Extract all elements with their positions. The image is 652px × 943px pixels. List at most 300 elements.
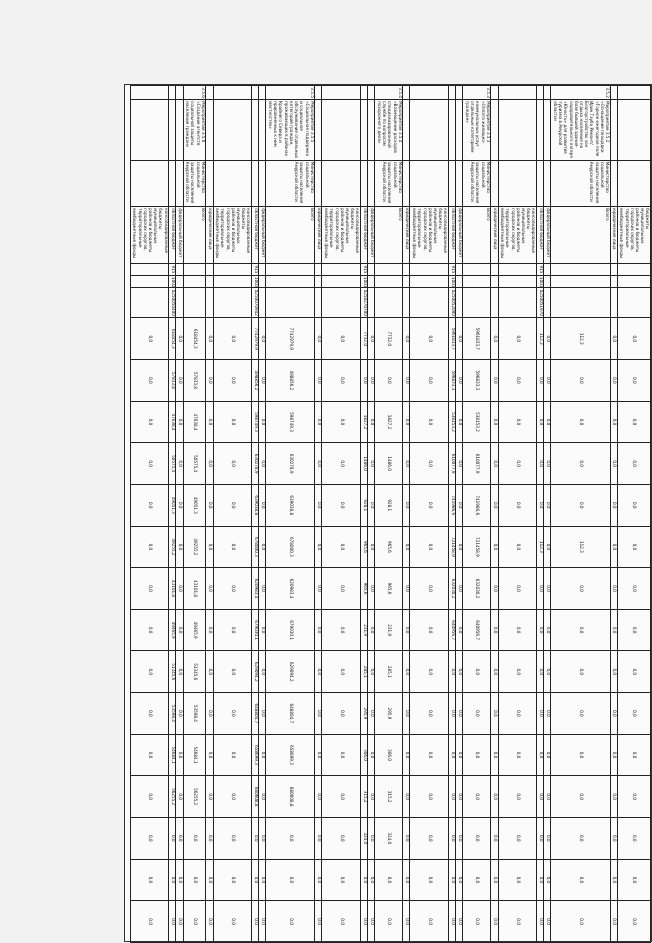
amount-cell: 112,3 (551, 318, 610, 360)
amount-cell: 0,0 (176, 401, 183, 443)
amount-cell: 0,0 (536, 859, 543, 901)
amount-cell: 538153,2 (463, 401, 491, 443)
amount-cell: 0,0 (315, 776, 322, 818)
executor-cell (176, 160, 183, 206)
amount-cell: 1486,0 (360, 443, 367, 485)
amount-cell: 639038,8 (251, 484, 258, 526)
amount-cell: 0,0 (610, 901, 617, 943)
amount-cell: 0,0 (213, 568, 251, 610)
csr-code-cell (403, 288, 410, 318)
amount-cell: 0,0 (130, 609, 168, 651)
row-number-cell (315, 86, 322, 100)
amount-cell: 0,0 (536, 693, 543, 735)
amount-cell: 0,0 (617, 360, 650, 402)
amount-cell: 0,0 (213, 859, 251, 901)
amount-cell: 0,0 (259, 609, 266, 651)
amount-cell: 0,0 (213, 651, 251, 693)
amount-cell: 112,3 (536, 318, 543, 360)
amount-cell: 306,0 (375, 734, 403, 776)
amount-cell: 0,0 (456, 901, 463, 943)
amount-cell: 0,0 (448, 693, 455, 735)
amount-cell: 0,0 (403, 651, 410, 693)
amount-cell: 0,0 (213, 443, 251, 485)
amount-cell: 0,0 (410, 443, 448, 485)
grbs-code-cell: 915 (360, 263, 367, 275)
amount-cell: 0,0 (176, 318, 183, 360)
csr-code-cell (322, 288, 360, 318)
amount-cell: 0,0 (130, 318, 168, 360)
amount-cell: 295,9 (360, 693, 367, 735)
table-row (403, 86, 410, 943)
amount-cell: 658699,3 (266, 734, 315, 776)
amount-cell: 630278,9 (251, 443, 258, 485)
table-row (315, 86, 322, 943)
amount-cell: 0,0 (617, 901, 650, 943)
amount-cell: 0,0 (403, 734, 410, 776)
csr-code-cell (610, 288, 617, 318)
amount-cell: 965,6 (375, 568, 403, 610)
amount-cell: 0,0 (322, 776, 360, 818)
amount-cell: 0,0 (206, 360, 213, 402)
amount-cell: 0,0 (322, 443, 360, 485)
amount-cell: 0,0 (544, 360, 551, 402)
amount-cell: 0,0 (410, 360, 448, 402)
executor-cell (360, 160, 367, 206)
amount-cell: 620983,4 (251, 568, 258, 610)
amount-cell: 0,0 (206, 901, 213, 943)
csr-code-cell (266, 288, 315, 318)
grbs-code-cell (498, 263, 536, 275)
activity-name-cell (491, 100, 498, 161)
amount-cell: 741986,6 (448, 484, 455, 526)
csr-code-cell (375, 288, 403, 318)
amount-cell: 0,0 (456, 360, 463, 402)
executor-cell (259, 160, 266, 206)
grbs-code-cell (410, 263, 448, 275)
funding-source-cell: федеральный бюджет (259, 207, 266, 264)
amount-cell: 0,0 (403, 817, 410, 859)
executor-cell (410, 160, 448, 206)
amount-cell: 0,0 (498, 901, 536, 943)
executor-cell (213, 160, 251, 206)
amount-cell: 0,0 (544, 776, 551, 818)
csr-code-cell: 0250051970 (536, 288, 543, 318)
amount-cell: 0,0 (403, 526, 410, 568)
amount-cell: 112,3 (536, 526, 543, 568)
amount-cell: 0,0 (491, 526, 498, 568)
amount-cell: 0,0 (176, 859, 183, 901)
amount-cell: 0,0 (130, 484, 168, 526)
amount-cell: 0,0 (551, 568, 610, 610)
amount-cell: 0,0 (536, 401, 543, 443)
amount-cell: 0,0 (368, 901, 375, 943)
amount-cell: 632030,2 (448, 568, 455, 610)
amount-cell: 0,0 (322, 901, 360, 943)
amount-cell: 0,0 (410, 526, 448, 568)
csr-code-cell (368, 288, 375, 318)
amount-cell: 0,0 (536, 360, 543, 402)
amount-cell: 0,0 (610, 817, 617, 859)
amount-cell: 0,0 (410, 901, 448, 943)
amount-cell: 0,0 (551, 817, 610, 859)
amount-cell: 0,0 (448, 817, 455, 859)
amount-cell: 0,0 (368, 776, 375, 818)
activity-name-cell (251, 100, 258, 161)
amount-cell: 0,0 (617, 859, 650, 901)
amount-cell: 928,1 (360, 484, 367, 526)
amount-cell: 741986,6 (463, 484, 491, 526)
rzpr-code-cell (410, 275, 448, 287)
csr-code-cell (315, 288, 322, 318)
activity-name-cell: Мероприятие 3.5.4 «Возмещение расходов специализированной службе по вопросам похоронного дела» (375, 100, 403, 161)
amount-cell: 640956,7 (448, 609, 455, 651)
amount-cell: 610077,9 (448, 443, 455, 485)
table-row (448, 86, 455, 943)
amount-cell: 7742979,9 (266, 318, 315, 360)
amount-cell: 0,0 (315, 526, 322, 568)
amount-cell: 0,0 (206, 568, 213, 610)
amount-cell: 0,0 (259, 568, 266, 610)
amount-cell: 0,0 (176, 526, 183, 568)
amount-cell: 0,0 (491, 817, 498, 859)
amount-cell: 0,0 (544, 651, 551, 693)
rzpr-code-cell (498, 275, 536, 287)
table-row (617, 86, 650, 943)
csr-code-cell (130, 288, 168, 318)
amount-cell: 0,0 (176, 734, 183, 776)
grbs-code-cell (456, 263, 463, 275)
table-row (498, 86, 536, 943)
amount-cell: 0,0 (551, 484, 610, 526)
amount-cell: 498856,2 (251, 360, 258, 402)
amount-cell: 0,0 (315, 609, 322, 651)
grbs-code-cell (130, 263, 168, 275)
amount-cell: 231,9 (375, 609, 403, 651)
amount-cell: 0,0 (536, 776, 543, 818)
table-row (610, 86, 617, 943)
activity-name-cell (536, 100, 543, 161)
rzpr-code-cell: 1002 (169, 276, 175, 288)
grbs-code-cell (375, 263, 403, 275)
amount-cell: 0,0 (176, 651, 183, 693)
activity-name-cell (315, 100, 322, 161)
csr-code-cell (206, 288, 213, 318)
rzpr-code-cell (491, 275, 498, 287)
amount-cell: 0,0 (463, 734, 491, 776)
amount-cell: 0,0 (315, 817, 322, 859)
amount-cell: 0,0 (491, 568, 498, 610)
amount-cell: 0,0 (536, 651, 543, 693)
row-number-cell (368, 86, 375, 100)
budget-table-body (130, 86, 650, 943)
amount-cell: 0,0 (259, 360, 266, 402)
amount-cell: 0,0 (368, 859, 375, 901)
amount-cell: 0,0 (610, 401, 617, 443)
funding-source-cell: консолидированные бюджеты муниципальных районов и бюджеты городских округов, территориальные внебюджетные фонды (130, 207, 168, 264)
amount-cell: 0,0 (544, 859, 551, 901)
csr-code-cell (259, 288, 266, 318)
funding-source-cell: областной бюджет (536, 207, 543, 264)
csr-code-cell: 0250052000 (448, 288, 455, 318)
amount-cell: 0,0 (259, 901, 266, 943)
amount-cell: 680608,8 (251, 776, 258, 818)
table-row (463, 86, 491, 943)
grbs-code-cell (368, 263, 375, 275)
row-number-cell (456, 86, 463, 100)
amount-cell: 0,0 (456, 443, 463, 485)
funding-source-cell: юридические лица (610, 207, 617, 264)
amount-cell: 0,0 (206, 484, 213, 526)
amount-cell: 0,0 (130, 360, 168, 402)
activity-name-cell (456, 100, 463, 161)
activity-name-cell: Мероприятие 3.5.3 «Оплата жилищно-коммунальных услуг отдельным категориям граждан» (463, 100, 491, 161)
activity-name-cell: Мероприятие 3.5.5 «Социальная поддержка и социальное обслуживание отдельных категорий граждан, проживающих в районах Крайнего Севера и приравненных к ним местностях» (266, 100, 315, 161)
amount-cell: 0,0 (610, 859, 617, 901)
rzpr-code-cell (463, 275, 491, 287)
amount-cell: 0,0 (130, 651, 168, 693)
amount-cell: 49051,3 (183, 484, 206, 526)
grbs-code-cell (544, 263, 551, 275)
amount-cell: 49465,9 (183, 609, 206, 651)
amount-cell: 0,0 (617, 651, 650, 693)
grbs-code-cell (315, 263, 322, 275)
amount-cell: 0,0 (315, 484, 322, 526)
amount-cell: 43101,8 (169, 568, 176, 610)
amount-cell: 0,0 (491, 776, 498, 818)
activity-name-cell (403, 100, 410, 161)
funding-source-cell: консолидированные бюджеты муниципальных районов и бюджеты городских округов, территориальные внебюджетные фонды (322, 207, 360, 264)
amount-cell: 0,0 (456, 734, 463, 776)
amount-cell: 0,0 (213, 484, 251, 526)
amount-cell: 0,0 (617, 776, 650, 818)
amount-cell: 0,0 (403, 776, 410, 818)
amount-cell: 0,0 (266, 817, 315, 859)
row-number-cell: 3.5.6 (183, 86, 206, 100)
amount-cell: 0,0 (403, 568, 410, 610)
amount-cell: 0,0 (544, 568, 551, 610)
amount-cell: 0,0 (315, 734, 322, 776)
amount-cell: 0,0 (266, 901, 315, 943)
csr-code-cell (183, 288, 206, 318)
amount-cell: 0,0 (498, 776, 536, 818)
amount-cell: 0,0 (456, 526, 463, 568)
activity-name-cell (410, 100, 448, 161)
amount-cell: 0,0 (610, 693, 617, 735)
funding-source-cell: консолидированные бюджеты муниципальных районов и бюджеты городских округов, территориальные внебюджетные фонды (213, 207, 251, 264)
amount-cell: 0,0 (259, 484, 266, 526)
amount-cell: 0,0 (375, 901, 403, 943)
amount-cell: 0,0 (322, 526, 360, 568)
amount-cell: 53598,4 (169, 693, 176, 735)
amount-cell: 285,1 (375, 651, 403, 693)
amount-cell: 0,0 (403, 360, 410, 402)
funding-source-cell: Всего (375, 207, 403, 264)
amount-cell: 0,0 (368, 443, 375, 485)
amount-cell: 721458,9 (448, 526, 455, 568)
amount-cell: 49255,2 (183, 526, 206, 568)
amount-cell: 0,0 (491, 693, 498, 735)
rzpr-code-cell (206, 275, 213, 287)
amount-cell: 0,0 (315, 693, 322, 735)
amount-cell: 0,0 (551, 734, 610, 776)
amount-cell: 0,0 (491, 360, 498, 402)
grbs-code-cell (617, 263, 650, 275)
amount-cell: 0,0 (259, 443, 266, 485)
activity-name-cell: Мероприятие 3.5.6 «Создание агентств социальной защиты населения граждан» (183, 100, 206, 161)
amount-cell: 0,0 (610, 568, 617, 610)
row-number-cell (360, 86, 367, 100)
amount-cell: 285,1 (360, 651, 367, 693)
amount-cell: 0,0 (169, 901, 176, 943)
amount-cell: 0,0 (491, 443, 498, 485)
amount-cell: 0,0 (130, 901, 168, 943)
amount-cell: 0,0 (360, 360, 367, 402)
funding-source-cell: федеральный бюджет (368, 207, 375, 264)
table-row (544, 86, 551, 943)
amount-cell: 0,0 (315, 360, 322, 402)
table-row (206, 86, 213, 943)
table-row (169, 86, 176, 943)
row-number-cell (176, 86, 183, 100)
table-row (375, 86, 403, 943)
amount-cell: 0,0 (403, 609, 410, 651)
amount-cell: 0,0 (368, 651, 375, 693)
amount-cell: 0,0 (176, 360, 183, 402)
amount-cell: 0,0 (213, 693, 251, 735)
grbs-code-cell (176, 263, 183, 275)
amount-cell: 0,0 (315, 901, 322, 943)
csr-code-cell (498, 288, 536, 318)
rzpr-code-cell: 1003 (449, 276, 455, 288)
amount-cell: 0,0 (130, 776, 168, 818)
amount-cell: 0,0 (410, 609, 448, 651)
amount-cell: 0,0 (410, 568, 448, 610)
amount-cell: 7732,0 (360, 318, 367, 360)
amount-cell: 0,0 (491, 859, 498, 901)
activity-name-cell (130, 100, 168, 161)
csr-code-cell: 0250270700 (360, 288, 367, 318)
amount-cell: 0,0 (410, 651, 448, 693)
executor-cell (251, 160, 258, 206)
amount-cell: 0,0 (610, 776, 617, 818)
csr-code-cell (551, 288, 610, 318)
amount-cell: 610077,9 (463, 443, 491, 485)
amount-cell: 0,0 (403, 318, 410, 360)
amount-cell: 678000,3 (251, 526, 258, 568)
amount-cell: 0,0 (368, 693, 375, 735)
csr-code-cell (456, 288, 463, 318)
amount-cell: 0,0 (544, 609, 551, 651)
amount-cell: 679030,1 (266, 609, 315, 651)
amount-cell: 0,0 (259, 859, 266, 901)
amount-cell: 0,0 (176, 817, 183, 859)
amount-cell: 0,0 (259, 401, 266, 443)
amount-cell: 0,0 (498, 318, 536, 360)
rzpr-code-cell (544, 275, 551, 287)
amount-cell: 0,0 (410, 776, 448, 818)
amount-cell: 315,2 (375, 776, 403, 818)
amount-cell: 295,9 (375, 693, 403, 735)
amount-cell: 0,0 (266, 859, 315, 901)
executor-cell: Министерство социальной защиты населения Амурской области (266, 160, 315, 206)
amount-cell: 0,0 (463, 817, 491, 859)
amount-cell: 0,0 (206, 651, 213, 693)
grbs-code-cell (403, 263, 410, 275)
amount-cell: 0,0 (551, 609, 610, 651)
amount-cell: 0,0 (403, 484, 410, 526)
activity-name-cell (448, 100, 455, 161)
table-row (536, 86, 543, 943)
table-row (491, 86, 498, 943)
amount-cell: 0,0 (498, 526, 536, 568)
grbs-code-cell (322, 263, 360, 275)
amount-cell: 0,0 (498, 401, 536, 443)
rzpr-code-cell: 1003 (252, 276, 258, 288)
rzpr-code-cell (266, 275, 315, 287)
activity-name-cell (360, 100, 367, 161)
amount-cell: 0,0 (315, 568, 322, 610)
amount-cell: 0,0 (368, 318, 375, 360)
amount-cell: 0,0 (551, 776, 610, 818)
amount-cell: 0,0 (610, 318, 617, 360)
amount-cell: 0,0 (130, 568, 168, 610)
row-number-cell (617, 86, 650, 100)
row-number-cell (448, 86, 455, 100)
amount-cell: 51345,6 (183, 651, 206, 693)
amount-cell: 679030,1 (251, 609, 258, 651)
amount-cell: 598749,3 (251, 401, 258, 443)
amount-cell: 0,0 (322, 568, 360, 610)
amount-cell: 680608,8 (266, 776, 315, 818)
amount-cell: 0,0 (130, 401, 168, 443)
amount-cell: 965,6 (360, 568, 367, 610)
amount-cell: 648804,7 (266, 693, 315, 735)
row-number-cell (544, 86, 551, 100)
row-number-cell: 3.5.3 (463, 86, 491, 100)
amount-cell: 0,0 (360, 859, 367, 901)
grbs-code-cell (266, 263, 315, 275)
amount-cell: 0,0 (315, 859, 322, 901)
amount-cell: 0,0 (259, 318, 266, 360)
amount-cell: 47638,4 (169, 401, 176, 443)
funding-source-cell: областной бюджет (251, 207, 258, 264)
amount-cell: 0,0 (610, 526, 617, 568)
budget-table-sheet (124, 84, 652, 942)
amount-cell: 324,0 (360, 817, 367, 859)
table-row (410, 86, 448, 943)
amount-cell: 1486,0 (375, 443, 403, 485)
csr-code-cell (213, 288, 251, 318)
amount-cell: 0,0 (183, 859, 206, 901)
executor-cell (368, 160, 375, 206)
amount-cell: 0,0 (448, 901, 455, 943)
amount-cell: 0,0 (403, 443, 410, 485)
grbs-code-cell: 915 (536, 263, 543, 275)
activity-name-cell (322, 100, 360, 161)
amount-cell: 0,0 (176, 693, 183, 735)
amount-cell: 0,0 (130, 734, 168, 776)
amount-cell: 0,0 (206, 443, 213, 485)
row-number-cell (259, 86, 266, 100)
rzpr-code-cell (183, 275, 206, 287)
amount-cell: 0,0 (498, 651, 536, 693)
amount-cell: 57833,8 (183, 360, 206, 402)
amount-cell: 51345,6 (169, 651, 176, 693)
amount-cell: 0,0 (448, 859, 455, 901)
amount-cell: 0,0 (536, 484, 543, 526)
amount-cell: 56255,2 (183, 776, 206, 818)
amount-cell: 0,0 (410, 401, 448, 443)
